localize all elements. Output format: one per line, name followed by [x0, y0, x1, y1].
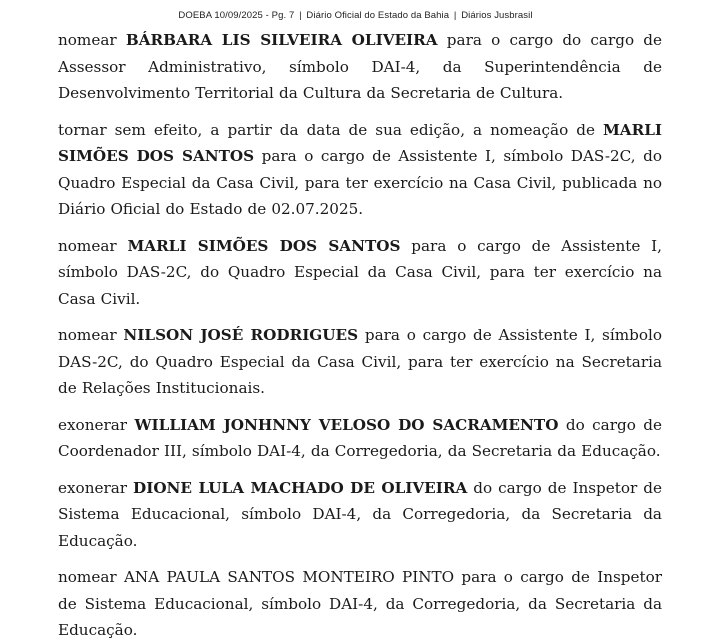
act-text: do cargo de Coordenador III, símbolo DAI-4, da Corregedoria, da Secretaria da Educação. — [58, 415, 662, 460]
person-name: WILLIAM JONHNNY VELOSO DO SACRAMENTO — [134, 415, 559, 434]
document-body — [58, 27, 662, 644]
act-verb: exonerar — [58, 415, 128, 434]
act-paragraph-5 — [58, 412, 662, 465]
act-text: para o cargo de Inspetor de Sistema Educacional, símbolo DAI-4, da Corregedoria, da Secretaria da Educação. — [58, 568, 662, 639]
act-text: do cargo de Inspetor de Sistema Educacional, símbolo DAI-4, da Corregedoria, da Secretaria da Educação. — [58, 478, 662, 550]
person-name: MARLI SIMÕES DOS SANTOS — [58, 120, 662, 165]
person-name: DIONE LULA MACHADO DE OLIVEIRA — [133, 478, 468, 497]
act-verb: exonerar — [58, 478, 128, 497]
person-name: BÁRBARA LIS SILVEIRA OLIVEIRA — [125, 31, 438, 49]
act-text: para o cargo de Assistente I, símbolo DAS-2C, do Quadro Especial da Casa Civil, para ter exercício na Secretaria de Relações Institucionais. — [58, 326, 662, 397]
header-separator: | — [296, 10, 305, 21]
header-separator: | — [451, 10, 460, 21]
act-paragraph-6 — [58, 475, 662, 555]
person-name: ANA PAULA SANTOS MONTEIRO PINTO — [123, 568, 455, 586]
act-paragraph-4 — [58, 322, 662, 402]
act-verb: nomear — [58, 31, 117, 49]
act-verb: nomear — [58, 568, 117, 586]
header-source: Diário Oficial do Estado da Bahia — [306, 10, 450, 21]
page-header — [0, 10, 711, 21]
act-text: para o cargo de Assistente I, símbolo DAS-2C, do Quadro Especial da Casa Civil, para ter exercício na Casa Civil. — [58, 236, 662, 308]
person-name: NILSON JOSÉ RODRIGUES — [123, 326, 359, 344]
act-verb: nomear — [58, 326, 117, 344]
act-text: para o cargo de Assistente I, símbolo DAS-2C, do Quadro Especial da Casa Civil, para ter exercício na Casa Civil, publicada no Diário Oficial do Estado de 02.07.2025. — [58, 147, 662, 218]
act-paragraph-7 — [58, 564, 662, 644]
header-edition: DOEBA 10/09/2025 - Pg. 7 — [178, 10, 295, 21]
header-publisher: Diários Jusbrasil — [461, 10, 533, 21]
act-verb: tornar sem efeito, a partir da data de sua edição, a nomeação de — [58, 120, 595, 139]
act-verb: nomear — [58, 236, 117, 255]
act-paragraph-1 — [58, 27, 662, 107]
act-paragraph-2 — [58, 117, 662, 223]
person-name: MARLI SIMÕES DOS SANTOS — [127, 236, 401, 255]
act-text: para o cargo do cargo de Assessor Administrativo, símbolo DAI-4, da Superintendência de Desenvolvimento Territorial da Cultura da Secretaria de Cultura. — [58, 31, 663, 102]
act-paragraph-3 — [58, 233, 662, 313]
